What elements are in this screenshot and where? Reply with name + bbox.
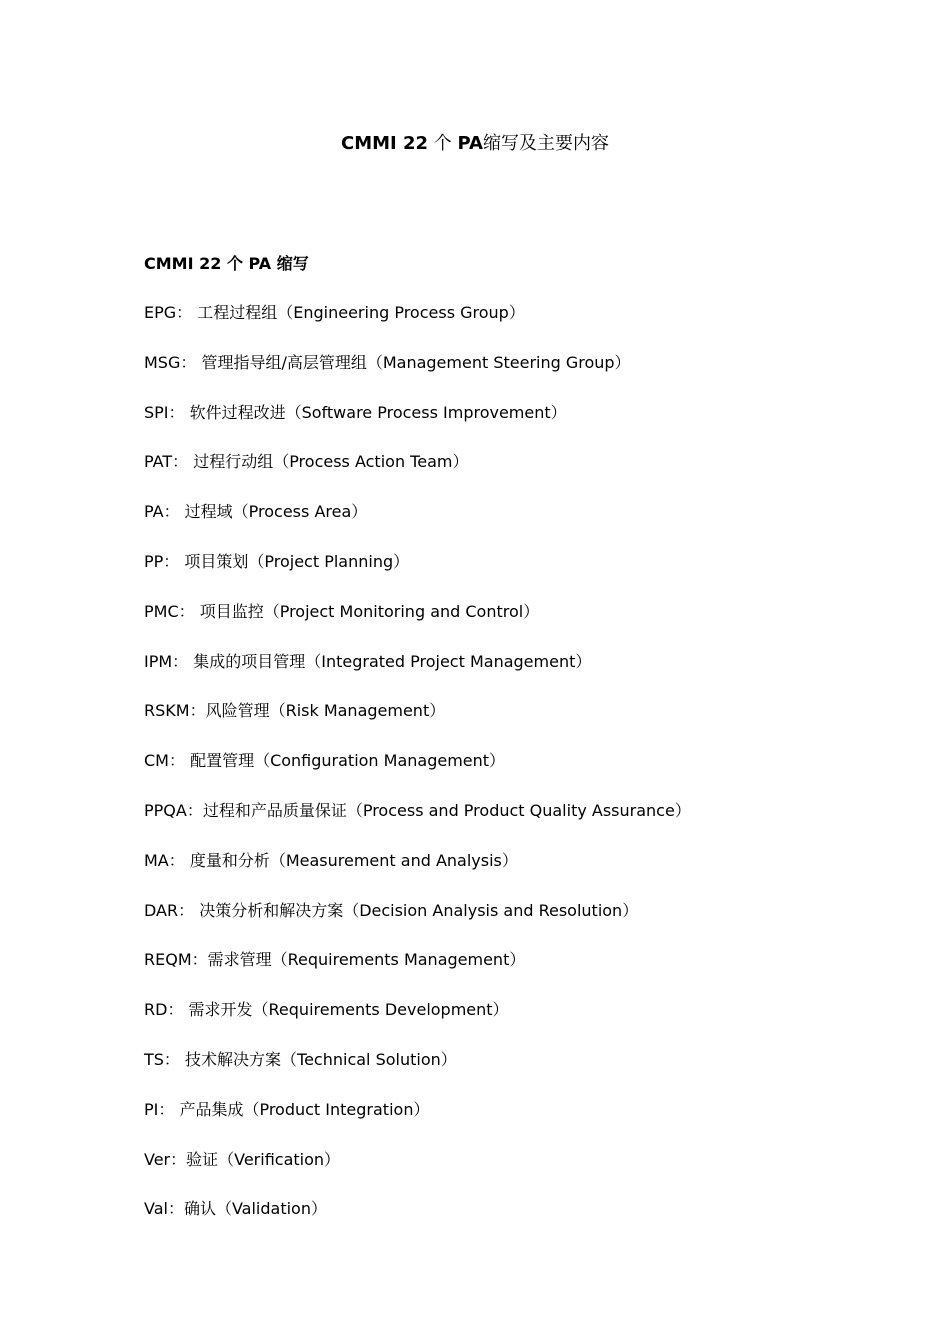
list-item: PMC： 项目监控（Project Monitoring and Control）: [144, 601, 540, 621]
list-item: TS： 技术解决方案（Technical Solution）: [144, 1049, 457, 1069]
title-part-cmmi: CMMI 22: [341, 133, 429, 154]
list-item: PPQA：过程和产品质量保证（Process and Product Quality Assurance）: [144, 800, 691, 820]
title-part-rest: 缩写及主要内容: [483, 133, 609, 154]
list-item: MSG： 管理指导组/高层管理组（Management Steering Group）: [144, 352, 631, 372]
list-item: SPI： 软件过程改进（Software Process Improvement）: [144, 402, 567, 422]
list-item: DAR： 决策分析和解决方案（Decision Analysis and Resolution）: [144, 900, 639, 920]
abbreviation-list: [144, 302, 691, 1248]
list-item: PP： 项目策划（Project Planning）: [144, 551, 410, 571]
list-item: IPM： 集成的项目管理（Integrated Project Management）: [144, 651, 592, 671]
list-item: Ver：验证（Verification）: [144, 1149, 341, 1169]
section-heading: CMMI 22 个 PA 缩写: [144, 254, 309, 273]
document-title: [0, 132, 950, 156]
title-part-ge: 个: [433, 133, 452, 154]
list-item: PI： 产品集成（Product Integration）: [144, 1099, 430, 1119]
list-item: PAT： 过程行动组（Process Action Team）: [144, 452, 469, 472]
list-item: RD： 需求开发（Requirements Development）: [144, 1000, 509, 1020]
list-item: RSKM：风险管理（Risk Management）: [144, 701, 446, 721]
list-item: EPG： 工程过程组（Engineering Process Group）: [144, 303, 525, 322]
title-part-pa: PA: [457, 133, 483, 154]
list-item: PA： 过程域（Process Area）: [144, 502, 368, 522]
list-item: CM： 配置管理（Configuration Management）: [144, 751, 506, 771]
list-item: MA： 度量和分析（Measurement and Analysis）: [144, 850, 518, 870]
list-item: Val：确认（Validation）: [144, 1199, 327, 1219]
list-item: REQM：需求管理（Requirements Management）: [144, 950, 526, 970]
